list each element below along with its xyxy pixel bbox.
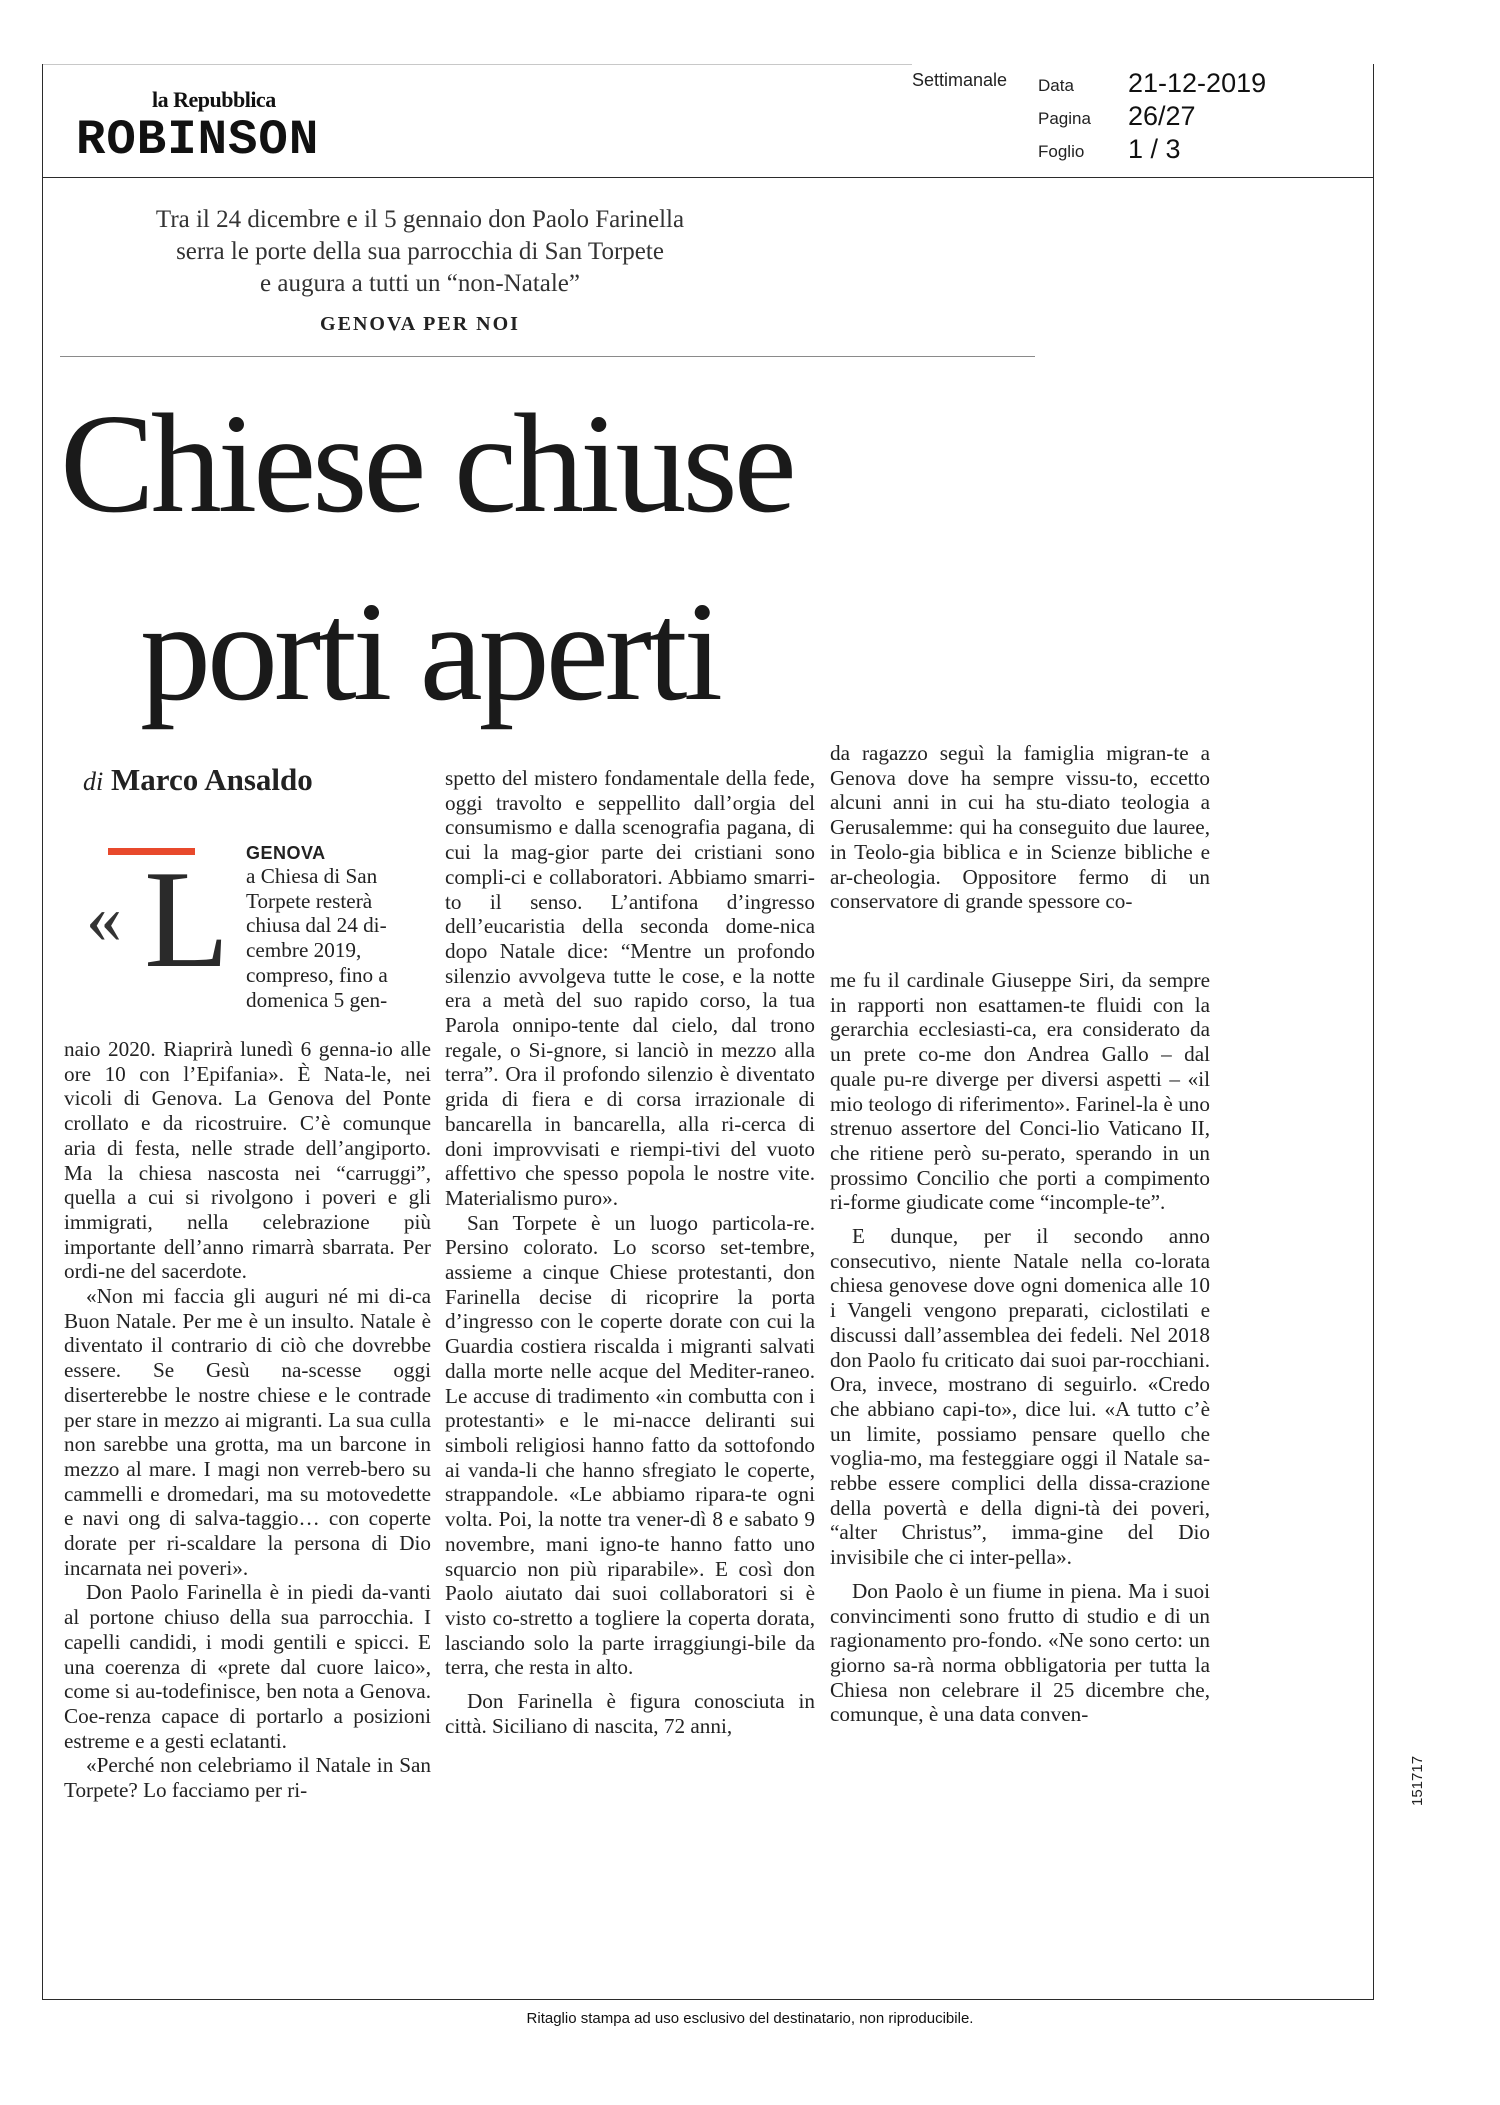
body-paragraph: me fu il cardinale Giuseppe Siri, da sempre in rapporti non esattamen-te fluidi con la gerarchia ecclesiasti-ca, era considerato da un prete co-me don Andrea Gallo – dal quale pu-re diverge per diversi aspetti – «il mio teologo di riferimento». Farinel-la è uno strenuo assertore del Conci-lio Vaticano II, che ritiene però su-perato, sperando in un prossimo Concilio che porti a compimento ri-forme giudicate come “incomple-te”. bbox=[830, 968, 1210, 1215]
deck-line: serra le porte della sua parrocchia di San Torpete bbox=[176, 238, 664, 265]
body-paragraph: spetto del mistero fondamentale della fede, oggi travolto e seppellito dall’orgia del consumismo e dalla scenografia pagana, di cui la mag-gior parte dei cristiani sono compli-ci e collaboratori. Abbiamo smarri-to il senso. L’antifona d’ingresso dell’eucaristia della seconda dome-nica dopo Natale dice: “Mentre un profondo silenzio avvolgeva tutte le cose, e la notte era a metà del suo rapido corso, la tua Parola onnipo-tente dal cielo, dal trono regale, o Si-gnore, si lanciò in mezzo alla terra”. Ora il profondo silenzio è diventato grida di fiera e di corsa irrazionale di bancarella in bancarella, alla ri-cerca di doni improvvisati e riempi-tivi del vuoto affettivo che spesso popola le nostre vite. Materialismo puro». bbox=[445, 766, 815, 1210]
intro-line: chiusa dal 24 di- bbox=[246, 913, 387, 938]
sheet-label: Foglio bbox=[1038, 142, 1085, 161]
body-column-3 bbox=[830, 968, 1210, 1727]
page-label: Pagina bbox=[1038, 109, 1091, 128]
drop-quote-mark: « bbox=[86, 878, 122, 958]
body-paragraph: da ragazzo seguì la famiglia migran-te a Genova dove ha sempre vissu-to, eccetto alcuni anni in cui ha stu-diato teologia a Gerusalemme: qui ha conseguito due lauree, in Teolo-gia biblica e in Scienze bibliche e ar-cheologia. Oppositore fermo di un conservatore di grande spessore co- bbox=[830, 741, 1210, 914]
byline bbox=[83, 762, 313, 798]
supplement-logo: ROBINSON bbox=[76, 112, 320, 168]
deck-line: Tra il 24 dicembre e il 5 gennaio don Paolo Farinella bbox=[155, 206, 685, 233]
intro-column bbox=[246, 864, 429, 1012]
footer-disclaimer: Ritaglio stampa ad uso esclusivo del destinatario, non riproducibile. bbox=[526, 2010, 974, 2027]
clipping-code: 151717 bbox=[1409, 1755, 1426, 1806]
dateline: GENOVA bbox=[246, 843, 326, 863]
body-paragraph: «Perché non celebriamo il Natale in San Torpete? Lo facciamo per ri- bbox=[64, 1753, 431, 1803]
deck-line: e augura a tutti un “non-Natale” bbox=[260, 270, 580, 297]
header-rule bbox=[42, 177, 1374, 178]
byline-prefix: di bbox=[83, 767, 104, 796]
publication-logo: la Repubblica bbox=[152, 87, 276, 112]
section-kicker: GENOVA PER NOI bbox=[320, 313, 520, 335]
body-paragraph: «Non mi faccia gli auguri né mi di-ca Buon Natale. Per me è un insulto. Natale è diventato il contrario di ciò che dovrebbe essere. Se Gesù na-scesse oggi diserterebbe le nostre chiese e le contrade per stare in mezzo ai migranti. La sua culla non sarebbe una grotta, ma un barcone in mezzo al mare. I magi non verreb-bero su cammelli e dromedari, ma su motovedette e navi ong di salva-taggio… con coperte dorate per ri-scaldare la persona di Dio incarnata nei poveri». bbox=[64, 1284, 431, 1580]
body-column-1 bbox=[64, 1037, 431, 1803]
headline-line-2: porti aperti bbox=[140, 572, 719, 730]
intro-line: cembre 2019, bbox=[246, 938, 362, 963]
page-value: 26/27 bbox=[1128, 101, 1196, 131]
body-paragraph: naio 2020. Riaprirà lunedì 6 genna-io alle ore 10 con l’Epifania». È Nata-le, nei vicoli di Genova. La Genova del Ponte crollato e da ricostruire. C’è comunque aria di festa, nelle strade dell’angiporto. Ma la chiesa nascosta nei “carruggi”, quella a cui si rivolgono i poveri e gli immigrati, nella celebrazione più importante dell’anno rimarrà sbarrata. Per ordi-ne del sacerdote. bbox=[64, 1037, 431, 1284]
intro-line: domenica 5 gen- bbox=[246, 987, 388, 1012]
intro-line: compreso, fino a bbox=[246, 962, 388, 987]
body-paragraph: E dunque, per il secondo anno consecutivo, niente Natale nella co-lorata chiesa genovese dove ogni domenica alle 10 i Vangeli vengono preparati, ciclostilati e discussi dall’assemblea dei fedeli. Nel 2018 don Paolo fu criticato dai suoi par-rocchiani. Ora, invece, mostrano di seguirlo. «Credo che abbiano capi-to», dice lui. «A tutto c’è un limite, possiamo pensare quello che voglia-mo, ma festeggiare oggi il Natale sa-rebbe essere complici della dissa-crazione della povertà e della digni-tà dei poveri, “alter Christus”, imma-gine del Dio invisibile che ci inter-pella». bbox=[830, 1224, 1210, 1570]
intro-line: a Chiesa di San bbox=[246, 864, 378, 888]
drop-cap: L bbox=[144, 842, 230, 997]
sheet-value: 1 / 3 bbox=[1128, 134, 1181, 164]
kicker-rule bbox=[60, 356, 1035, 357]
issue-type: Settimanale bbox=[912, 70, 1008, 90]
body-paragraph: San Torpete è un luogo particola-re. Persino colorato. Lo scorso set-tembre, assieme a cinque Chiese protestanti, don Farinella decise di ricoprire la porta d’ingresso con le coperte dorate con cui la Guardia costiera riscalda i migranti salvati dalla morte nelle acque del Mediter-raneo. Le accuse di tradimento «in combutta con i protestanti» e le mi-nacce deliranti sui simboli religiosi hanno fatto da sottofondo ai vanda-li che hanno sfregiato le coperte, strappandole. «Le abbiamo ripara-te ogni volta. Poi, la notte tra vener-dì 8 e sabato 9 novembre, mani igno-te hanno fatto uno squarcio non più riparabile». E così don Paolo aiutato dai suoi collaboratori si è visto co-stretto a togliere la coperta dorata, lasciando solo la parte irraggiungi-bile da terra, che resta in alto. bbox=[445, 1210, 815, 1680]
article-deck bbox=[60, 204, 780, 300]
body-paragraph: Don Paolo è un fiume in piena. Ma i suoi convincimenti sono frutto di studio e di un ragionamento pro-fondo. «Ne sono certo: un giorno sa-rà norma obbligatoria per tutta la Chiesa non celebrare il 25 dicembre che, comunque, è una data conven- bbox=[830, 1578, 1210, 1727]
body-column-3-top bbox=[830, 741, 1210, 914]
body-paragraph: Don Paolo Farinella è in piedi da-vanti al portone chiuso della sua parrocchia. I capelli candidi, i modi gentili e spicci. E una coerenza di «prete dal cuore laico», come si au-todefinisce, ben nota a Genova. Coe-renza capace di portarlo a posizioni estreme e a gesti eclatanti. bbox=[64, 1580, 431, 1753]
headline-line-1: Chiese chiuse bbox=[60, 384, 793, 542]
date-label: Data bbox=[1038, 76, 1074, 95]
intro-line: Torpete resterà bbox=[246, 888, 373, 913]
body-paragraph: Don Farinella è figura conosciuta in città. Siciliano di nascita, 72 anni, bbox=[445, 1689, 815, 1738]
date-value: 21-12-2019 bbox=[1128, 68, 1267, 98]
byline-author: Marco Ansaldo bbox=[110, 762, 313, 797]
body-column-2 bbox=[445, 766, 815, 1738]
